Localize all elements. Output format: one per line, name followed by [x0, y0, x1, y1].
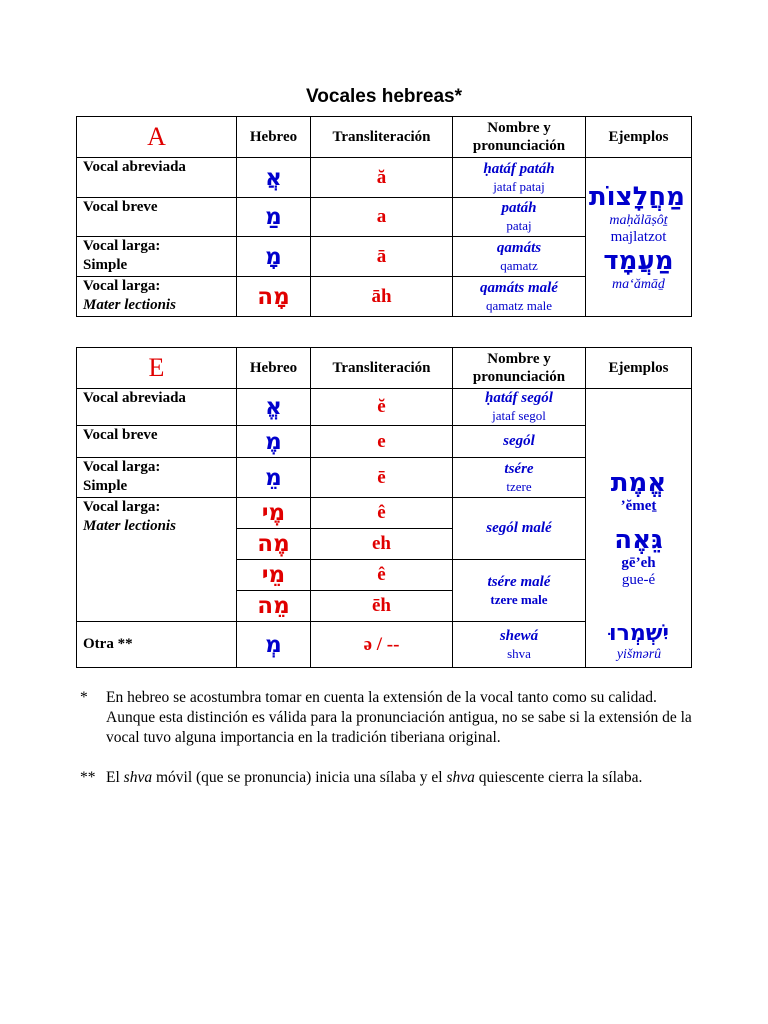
vowel-name: shewá shva: [453, 622, 586, 668]
vowel-name: segól malé: [453, 498, 586, 560]
vowel-name: tsére tzere: [453, 458, 586, 498]
hebrew-vowel: אֲ: [237, 158, 311, 198]
example-hebrew: אֱמֶת: [610, 467, 667, 498]
example-hebrew: יִשְׁמְרוּ: [609, 621, 669, 646]
row-label: Vocal breve: [77, 426, 237, 458]
page-title: Vocales hebreas*: [306, 86, 462, 107]
vowel-name: tsére malé tzere male: [453, 560, 586, 622]
row-label: Vocal larga: Mater lectionis: [77, 277, 237, 317]
example-hebrew: גֵּאֶה: [614, 524, 663, 555]
example-pron: majlatzot: [610, 228, 667, 245]
vowel-group-letter: E: [77, 348, 237, 389]
hebrew-vowel: אֱ: [237, 389, 311, 426]
header-translit: Transliteración: [311, 117, 453, 158]
vowel-group-letter: A: [77, 117, 237, 158]
header-translit: Transliteración: [311, 348, 453, 389]
transliteration: ê: [311, 498, 453, 529]
hebrew-vowel: מֶ: [237, 426, 311, 458]
header-nombre: Nombre y pronunciación: [453, 348, 586, 389]
vowels-table-e: [76, 347, 692, 668]
hebrew-vowel: מֶה: [237, 529, 311, 560]
example-pron: gue-é: [621, 571, 656, 588]
footnote-2: ** El shva móvil (que se pronuncia) inicia una sílaba y el shva quiescente cierra la sílaba.: [80, 769, 643, 786]
vowel-name: qamáts malé qamatz male: [453, 277, 586, 317]
table-row: [77, 389, 692, 426]
example-hebrew: מַעֲמָד: [603, 245, 674, 276]
vowel-name: segól: [453, 426, 586, 458]
row-label: Vocal abreviada: [77, 158, 237, 198]
header-ejemplos: Ejemplos: [586, 117, 692, 158]
row-label: Vocal abreviada: [77, 389, 237, 426]
header-ejemplos: Ejemplos: [586, 348, 692, 389]
examples-cell: [586, 158, 692, 317]
hebrew-vowel: מְ: [237, 622, 311, 668]
example-translit: ma‘ămāḏ: [612, 276, 665, 292]
header-hebreo: Hebreo: [237, 117, 311, 158]
otra-example: [587, 622, 691, 664]
transliteration: eh: [311, 529, 453, 560]
vowel-name: ḥatáf segól jataf segol: [453, 389, 586, 426]
transliteration: āh: [311, 277, 453, 317]
vowel-name: ḥatáf patáh jataf pataj: [453, 158, 586, 198]
transliteration: a: [311, 198, 453, 237]
table-header-row: [77, 117, 692, 158]
row-label: Otra **: [77, 622, 237, 668]
hebrew-vowel: מֵה: [237, 591, 311, 622]
hebrew-vowel: מָה: [237, 277, 311, 317]
example-translit: maḥălāṣôṯ: [609, 212, 668, 228]
table-row: [77, 158, 692, 198]
example-translit: yišmərû: [616, 647, 662, 662]
hebrew-vowel: מֵ: [237, 458, 311, 498]
row-label: Vocal larga: Simple: [77, 458, 237, 498]
transliteration: ê: [311, 560, 453, 591]
hebrew-vowel: מֶי: [237, 498, 311, 529]
vowel-name: qamáts qamatz: [453, 237, 586, 277]
table-header-row: [77, 348, 692, 389]
footnote-1: * En hebreo se acostumbra tomar en cuenta la extensión de la vocal tanto como su calidad. Aunque esta distinción es válida para la pronunciación antigua, no se sabe si la extensión de la vocal tuvo alguna importancia en la tradición tiberiana original.: [80, 689, 692, 746]
example-translit: gē’eh: [621, 554, 656, 571]
hebrew-vowel: מָ: [237, 237, 311, 277]
row-label: Vocal larga: Simple: [77, 237, 237, 277]
header-hebreo: Hebreo: [237, 348, 311, 389]
transliteration: ē: [311, 458, 453, 498]
example-translit: ’ĕmeṯ: [620, 497, 657, 514]
hebrew-vowel: מֵי: [237, 560, 311, 591]
vowel-name: patáh pataj: [453, 198, 586, 237]
example-hebrew: מַחֲלָצוֹת: [588, 181, 685, 212]
transliteration: ēh: [311, 591, 453, 622]
transliteration: ĕ: [311, 389, 453, 426]
transliteration: ă: [311, 158, 453, 198]
vowels-table-a: [76, 116, 692, 317]
header-nombre: Nombre y pronunciación: [453, 117, 586, 158]
row-label: Vocal breve: [77, 198, 237, 237]
hebrew-vowel: מַ: [237, 198, 311, 237]
transliteration: e: [311, 426, 453, 458]
row-label: Vocal larga: Mater lectionis: [77, 498, 237, 622]
transliteration: ā: [311, 237, 453, 277]
footnotes: [80, 688, 700, 808]
transliteration: ə / --: [311, 622, 453, 668]
